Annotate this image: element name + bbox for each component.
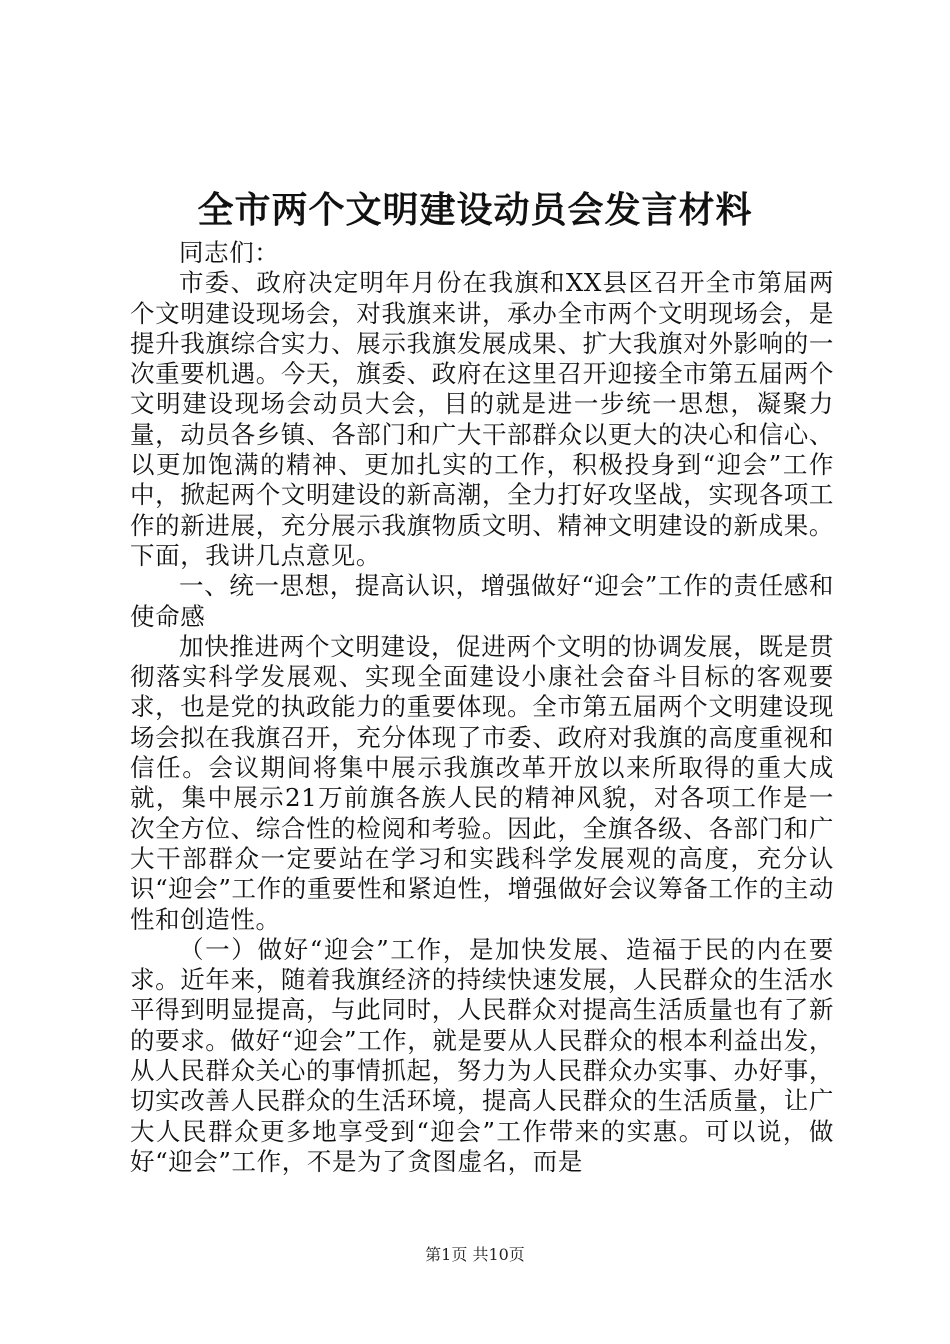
paragraph-section-1: 加快推进两个文明建设，促进两个文明的协调发展，既是贯彻落实科学发展观、实现全面建设小康社会奋斗目标的客观要求，也是党的执政能力的重要体现。全市第五届两个文明建设现场会拟在我旗召开，充分体现了市委、政府对我旗的高度重视和信任。会议期间将集中展示我旗改革开放以来所取得的重大成就，集中展示21万前旗各族人民的精神风貌，对各项工作是一次全方位、综合性的检阅和考验。因此，全旗各级、各部门和广大干部群众一定要站在学习和实践科学发展观的高度，充分认识“迎会”工作的重要性和紧迫性，增强做好会议筹备工作的主动性和创造性。 (130, 631, 834, 934)
page-footer: 第1页 共10页 (425, 1245, 525, 1264)
paragraph-subsection-1: （一）做好“迎会”工作，是加快发展、造福于民的内在要求。近年来，随着我旗经济的持续快速发展，人民群众的生活水平得到明显提高，与此同时，人民群众对提高生活质量也有了新的要求。做好“迎会”工作，就是要从人民群众的根本利益出发，从人民群众关心的事情抓起，努力为人民群众办实事、办好事，切实改善人民群众的生活环境，提高人民群众的生活质量，让广大人民群众更多地享受到“迎会”工作带来的实惠。可以说，做好“迎会”工作，不是为了贪图虚名，而是 (130, 934, 834, 1176)
salutation: 同志们： (179, 238, 280, 267)
document-title: 全市两个文明建设动员会发言材料 (197, 189, 753, 231)
paragraph-intro: 市委、政府决定明年月份在我旗和XX县区召开全市第届两个文明建设现场会，对我旗来讲，承办全市两个文明现场会，是提升我旗综合实力、展示我旗发展成果、扩大我旗对外影响的一次重要机遇。今天，旗委、政府在这里召开迎接全市第五届两个文明建设现场会动员大会，目的就是进一步统一思想，凝聚力量，动员各乡镇、各部门和广大干部群众以更大的决心和信心、以更加饱满的精神、更加扎实的工作，积极投身到“迎会”工作中，掀起两个文明建设的新高潮，全力打好攻坚战，实现各项工作的新进展，充分展示我旗物质文明、精神文明建设的新成果。下面，我讲几点意见。 (130, 268, 834, 570)
section-heading-1: 一、统一思想，提高认识，增强做好“迎会”工作的责任感和使命感 (130, 571, 834, 631)
document-body (130, 238, 834, 1177)
